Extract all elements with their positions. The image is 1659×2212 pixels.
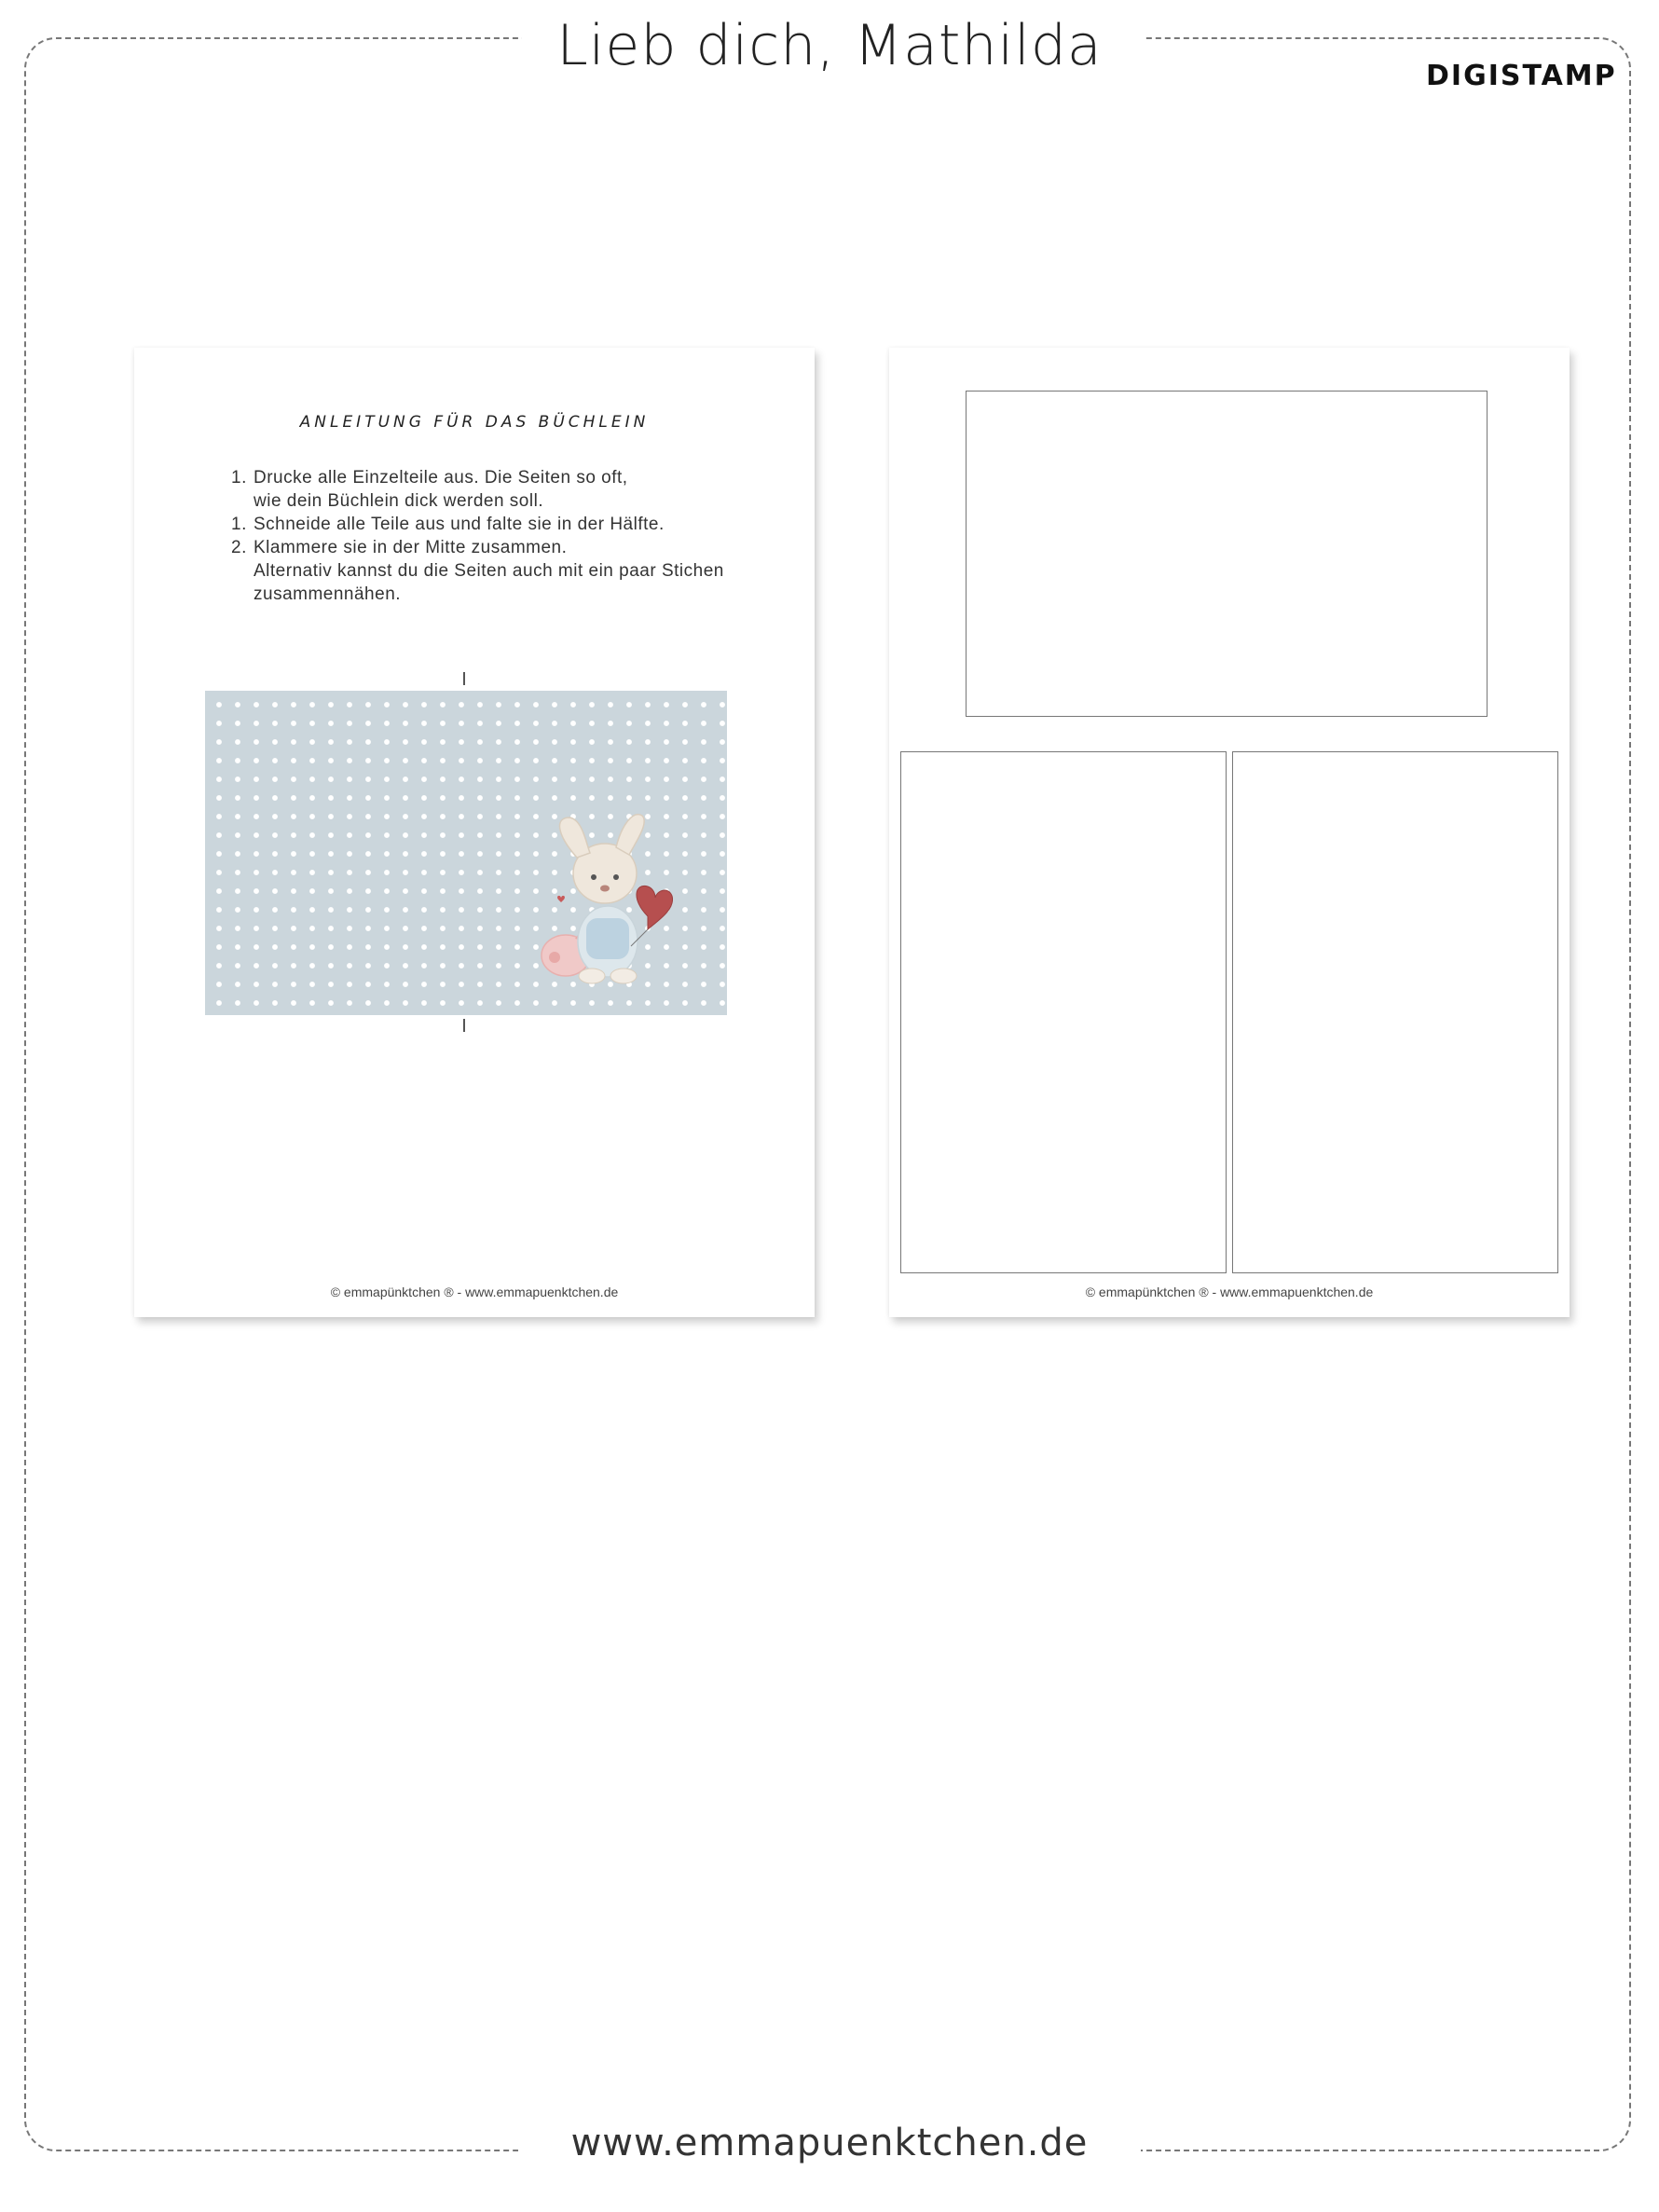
page-title: Lieb dich, Mathilda xyxy=(556,13,1103,78)
step-number: 1. xyxy=(231,468,247,488)
step-line: Klammere sie in der Mitte zusammen. xyxy=(254,538,568,557)
page-copyright: © emmapünktchen ® - www.emmapuenktchen.de xyxy=(330,1285,619,1299)
instructions-title: ANLEITUNG FÜR DAS BÜCHLEIN xyxy=(299,413,650,432)
booklet-cover-pattern xyxy=(205,691,727,1015)
brand-label: DIGISTAMP xyxy=(1426,60,1617,92)
footer-url: www.emmapuenktchen.de xyxy=(570,2122,1089,2164)
bunny-illustration xyxy=(538,806,673,993)
list-item xyxy=(231,513,790,536)
step-line: zusammennähen. xyxy=(254,584,402,604)
template-page xyxy=(889,348,1570,1317)
instructions-page xyxy=(134,348,815,1317)
list-item xyxy=(231,466,790,513)
instructions-list xyxy=(231,466,790,606)
step-line: Drucke alle Einzelteile aus. Die Seiten so oft, xyxy=(254,468,628,488)
fold-mark-bottom xyxy=(463,1019,465,1032)
page-copyright: © emmapünktchen ® - www.emmapuenktchen.de xyxy=(1085,1285,1374,1299)
step-line: Alternativ kannst du die Seiten auch mit ein paar Stichen xyxy=(254,561,724,581)
step-number: 1. xyxy=(231,515,247,534)
fold-mark-top xyxy=(463,672,465,685)
cutout-box-landscape xyxy=(966,391,1488,717)
step-number: 2. xyxy=(231,538,247,557)
cutout-box-portrait-right xyxy=(1232,751,1558,1273)
cutout-box-portrait-left xyxy=(900,751,1227,1273)
list-item xyxy=(231,536,790,606)
step-line: wie dein Büchlein dick werden soll. xyxy=(254,491,544,511)
step-line: Schneide alle Teile aus und falte sie in der Hälfte. xyxy=(254,515,665,534)
